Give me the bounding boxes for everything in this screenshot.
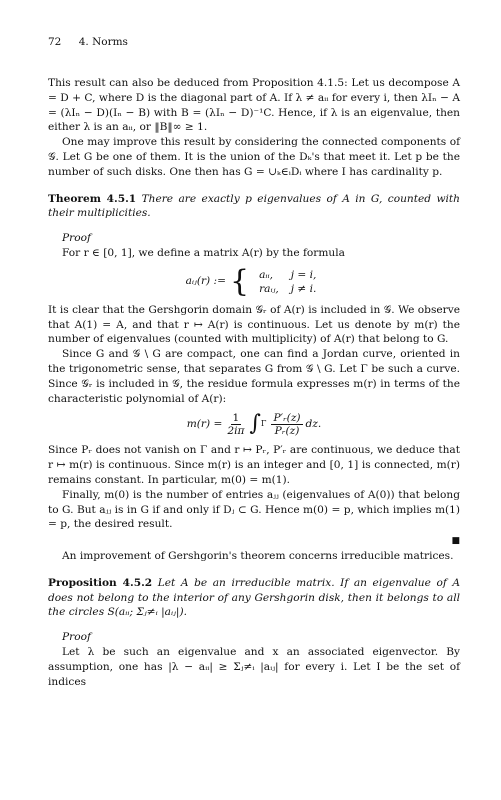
case-value: raᵢⱼ, <box>259 282 279 295</box>
paragraph: Let λ be such an eigenvalue and x an associated eigenvector. By assumption, one has |λ − aᵢᵢ| ≥ Σⱼ≠ᵢ |aᵢⱼ| for every i. Let I be the set of indices <box>48 645 460 688</box>
numerator: 1 <box>232 412 240 425</box>
proof-label: Proof <box>62 232 91 245</box>
page-body <box>48 76 460 689</box>
equation-lhs: aᵢⱼ(r) := <box>185 275 226 288</box>
paragraph: Since G and 𝒢 \ G are compact, one can find a Jordan curve, oriented in the trigonometric sense, that separates G from 𝒢 \ G. Let Γ be such a curve. Since 𝒢ᵣ is included in 𝒢, the residue formula expresses m(r) in terms of the characteristic polynomial of A(r): <box>48 348 460 405</box>
case-condition: j = i, <box>290 268 317 281</box>
left-brace: { <box>229 263 250 299</box>
proof-label: Proof <box>62 631 91 644</box>
paragraph: For r ∈ [0, 1], we define a matrix A(r) by the formula <box>62 246 345 259</box>
proposition-text: Let A be an irreducible matrix. If an eigenvalue of A does not belong to the interior of any Gershgorin disk, then it belongs to all the circles S(aᵢᵢ; Σⱼ≠ᵢ |aᵢⱼ|). <box>48 576 460 619</box>
fraction <box>225 412 246 437</box>
denominator: Pᵣ(z) <box>274 425 300 438</box>
case-condition: j ≠ i. <box>290 282 317 295</box>
equation-piecewise <box>48 263 460 299</box>
integral-contour: Γ <box>260 419 267 429</box>
denominator: 2iπ <box>227 425 245 438</box>
paragraph: Since Pᵣ does not vanish on Γ and r ↦ Pᵣ, P′ᵣ are continuous, we deduce that r ↦ m(r) is continuous. Since m(r) is an integer and [0, 1] is connected, m(r) remains constant. In particular, m(0) = m(1). <box>48 444 460 486</box>
paragraph: One may improve this result by considering the connected components of 𝒢. Let G be one of them. It is the union of the Dₖ's that meet it. Let p be the number of such disks. One then has G = ∪ₖ∈ᵢDᵢ where I has cardinality p. <box>48 136 460 178</box>
paragraph: It is clear that the Gershgorin domain 𝒢ᵣ of A(r) is included in 𝒢. We observe that A(1) = A, and that r ↦ A(r) is continuous. Let us denote by m(r) the number of eigenvalues (counted with multiplicity) of A(r) that belong to G. <box>48 303 460 346</box>
theorem-text: There are exactly p eigenvalues of A in G, counted with their multiplicities. <box>48 192 460 220</box>
paragraph: Finally, m(0) is the number of entries aⱼⱼ (eigenvalues of A(0)) that belong to G. But aⱼⱼ is in G if and only if Dⱼ ⊂ G. Hence m(0) = p, which implies m(1) = p, the desired result. <box>48 488 460 531</box>
integral-sign: ∫ <box>249 411 261 437</box>
paragraph: This result can also be deduced from Proposition 4.1.5: Let us decompose A = D + C, where D is the diagonal part of A. If λ ≠ aᵢᵢ for every i, then λIₙ − A = (λIₙ − D)(Iₙ − B) with B = (λIₙ − D)⁻¹C. Hence, if λ is an eigenvalue, then either λ is an aᵢᵢ, or ‖B‖∞ ≥ 1. <box>48 77 460 134</box>
proposition <box>48 576 460 620</box>
page-number: 72 <box>48 36 62 48</box>
theorem-label: Theorem 4.5.1 <box>48 192 137 205</box>
differential: dz. <box>305 418 322 431</box>
qed-symbol: ■ <box>451 536 460 547</box>
paragraph: An improvement of Gershgorin's theorem concerns irreducible matrices. <box>62 549 454 562</box>
case-value: aᵢᵢ, <box>259 268 274 281</box>
cases-table <box>253 268 322 296</box>
running-header <box>48 36 142 48</box>
fraction <box>271 412 302 437</box>
equation-lhs: m(r) = <box>186 418 223 431</box>
equation-residue <box>48 412 460 437</box>
chapter-title: 4. Norms <box>78 36 128 48</box>
theorem <box>48 192 460 222</box>
numerator: P′ᵣ(z) <box>273 412 301 425</box>
proposition-label: Proposition 4.5.2 <box>48 576 153 589</box>
